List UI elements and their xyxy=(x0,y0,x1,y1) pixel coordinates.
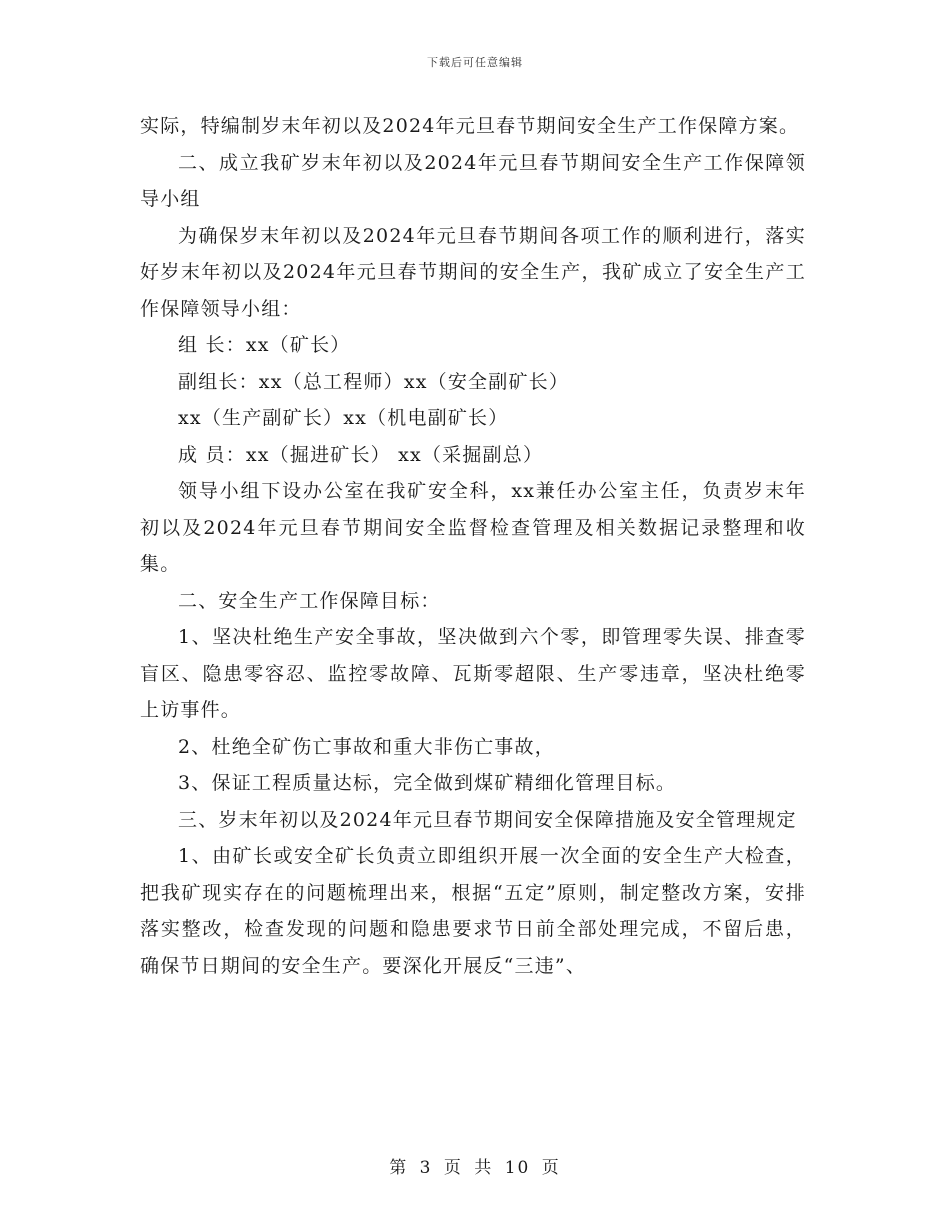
measure-item-1: 1、由矿长或安全矿长负责立即组织开展一次全面的安全生产大检查，把我矿现实存在的问题梳理出来，根据“五定”原则，制定整改方案，安排落实整改，检查发现的问题和隐患要求节日前全部处理完成，不留后患，确保节日期间的安全生产。要深化开展反“三违”、 xyxy=(140,845,806,977)
goal-item-1: 1、坚决杜绝生产安全事故，坚决做到六个零，即管理零失误、排查零盲区、隐患零容忍、监控零故障、瓦斯零超限、生产零违章，坚决杜绝零上访事件。 xyxy=(140,626,806,721)
section-heading-safety-goals: 二、安全生产工作保障目标： xyxy=(178,589,441,612)
section-heading-safety-measures: 三、岁末年初以及2024年元旦春节期间安全保障措施及安全管理规定 xyxy=(178,808,797,831)
goal-item-3: 3、保证工程质量达标，完全做到煤矿精细化管理目标。 xyxy=(178,772,677,794)
goal-item-2: 2、杜绝全矿伤亡事故和重大非伤亡事故， xyxy=(178,735,555,758)
paragraph-leadership-purpose: 为确保岁末年初以及2024年元旦春节期间各项工作的顺利进行，落实好岁末年初以及2024年元旦春节期间的安全生产，我矿成立了安全生产工作保障领导小组： xyxy=(140,224,806,320)
paragraph-office-setup: 领导小组下设办公室在我矿安全科，xx兼任办公室主任，负责岁末年初以及2024年元旦春节期间安全监督检查管理及相关数据记录整理和收集。 xyxy=(140,480,806,575)
document-body xyxy=(140,108,806,984)
member-deputy-leaders: 副组长：xx（总工程师）xx（安全副矿长） xyxy=(178,370,570,393)
member-group-leader: 组 长：xx（矿长） xyxy=(178,334,351,356)
member-deputy-leaders-continued: xx（生产副矿长）xx（机电副矿长） xyxy=(178,407,509,429)
member-members: 成 员：xx（掘进矿长） xx（采掘副总） xyxy=(178,443,544,466)
paragraph-intro-continued: 实际，特编制岁末年初以及2024年元旦春节期间安全生产工作保障方案。 xyxy=(140,115,800,137)
page-number-footer: 第 3 页 共 10 页 xyxy=(389,1158,561,1178)
page-header: 下载后可任意编辑 xyxy=(427,56,523,69)
section-heading-leadership-group: 二、成立我矿岁末年初以及2024年元旦春节期间安全生产工作保障领导小组 xyxy=(140,151,806,210)
